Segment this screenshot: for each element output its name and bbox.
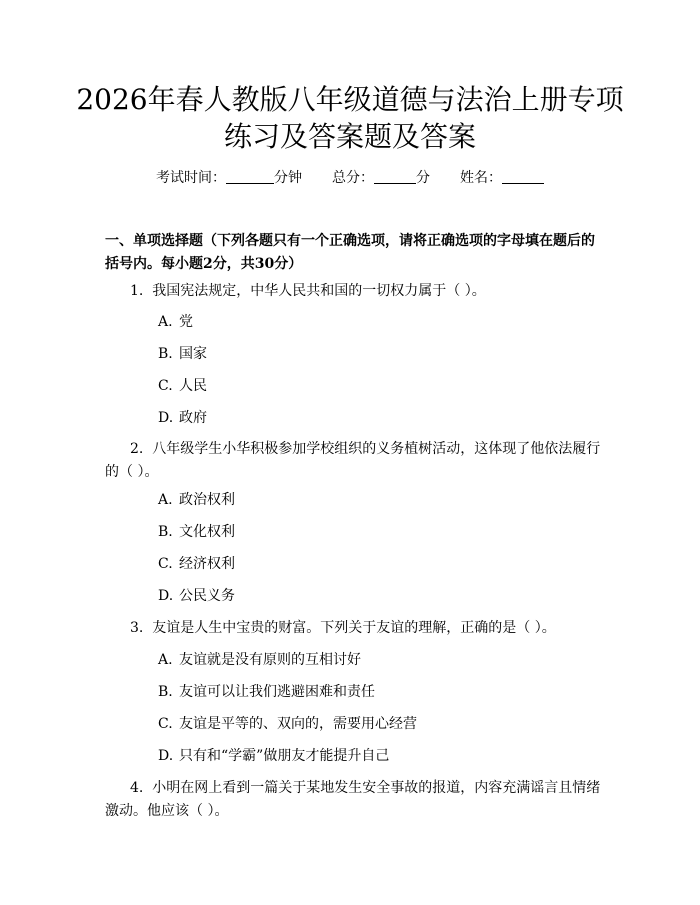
question-1-option-b: B. 国家 (158, 346, 207, 362)
question-1-option-a: A. 党 (158, 314, 193, 330)
page-title-line-2: 练习及答案题及答案 (223, 120, 476, 153)
question-3-option-b: B. 友谊可以让我们逃避困难和责任 (158, 684, 375, 700)
question-4-number: 4. (130, 780, 144, 796)
question-1-option-c: C. 人民 (158, 378, 207, 394)
question-3 (105, 617, 605, 640)
question-1-number: 1. (130, 283, 144, 299)
question-1-stem: 我国宪法规定，中华人民共和国的一切权力属于（ ）。 (152, 283, 486, 299)
exam-time-blank (226, 169, 274, 184)
exam-score-unit: 分 (416, 170, 430, 186)
question-2-option-b: B. 文化权利 (158, 524, 235, 540)
question-2-stem: 八年级学生小华积极参加学校组织的义务植树活动，这体现了他依法履行的（ ）。 (105, 441, 601, 480)
question-4-stem: 小明在网上看到一篇关于某地发生安全事故的报道，内容充满谣言且情绪激动。他应该（ ）。 (105, 780, 601, 819)
question-4 (105, 777, 605, 823)
question-3-number: 3. (130, 620, 144, 636)
question-3-option-d: D. 只有和“学霸”做朋友才能提升自己 (158, 748, 390, 764)
exam-time-label: 考试时间： (156, 170, 226, 186)
question-3-option-c: C. 友谊是平等的、双向的，需要用心经营 (158, 716, 417, 732)
question-3-option-a: A. 友谊就是没有原则的互相讨好 (158, 652, 361, 668)
question-2-number: 2. (130, 441, 144, 457)
question-2-option-a: A. 政治权利 (158, 492, 235, 508)
question-3-text (105, 617, 605, 640)
exam-name-blank (502, 169, 544, 184)
question-2-option-d: D. 公民义务 (158, 588, 235, 604)
question-2 (105, 438, 605, 484)
exam-score-blank (374, 169, 416, 184)
question-3-stem: 友谊是人生中宝贵的财富。下列关于友谊的理解，正确的是（ ）。 (152, 620, 556, 636)
question-1 (105, 280, 605, 303)
exam-name-label: 姓名： (460, 170, 502, 186)
section-heading-single-choice: 一、单项选择题（下列各题只有一个正确选项，请将正确选项的字母填在题后的括号内。每小题2分，共30分） (105, 233, 595, 272)
question-1-text (105, 280, 605, 303)
page-title-line-1: 2026年春人教版八年级道德与法治上册专项 (76, 83, 624, 116)
question-1-option-d: D. 政府 (158, 410, 207, 426)
exam-info-line (0, 168, 700, 188)
question-2-option-c: C. 经济权利 (158, 556, 235, 572)
question-2-text (105, 438, 605, 484)
exam-score-label: 总分： (332, 170, 374, 186)
question-4-text (105, 777, 605, 823)
exam-time-unit: 分钟 (274, 170, 302, 186)
